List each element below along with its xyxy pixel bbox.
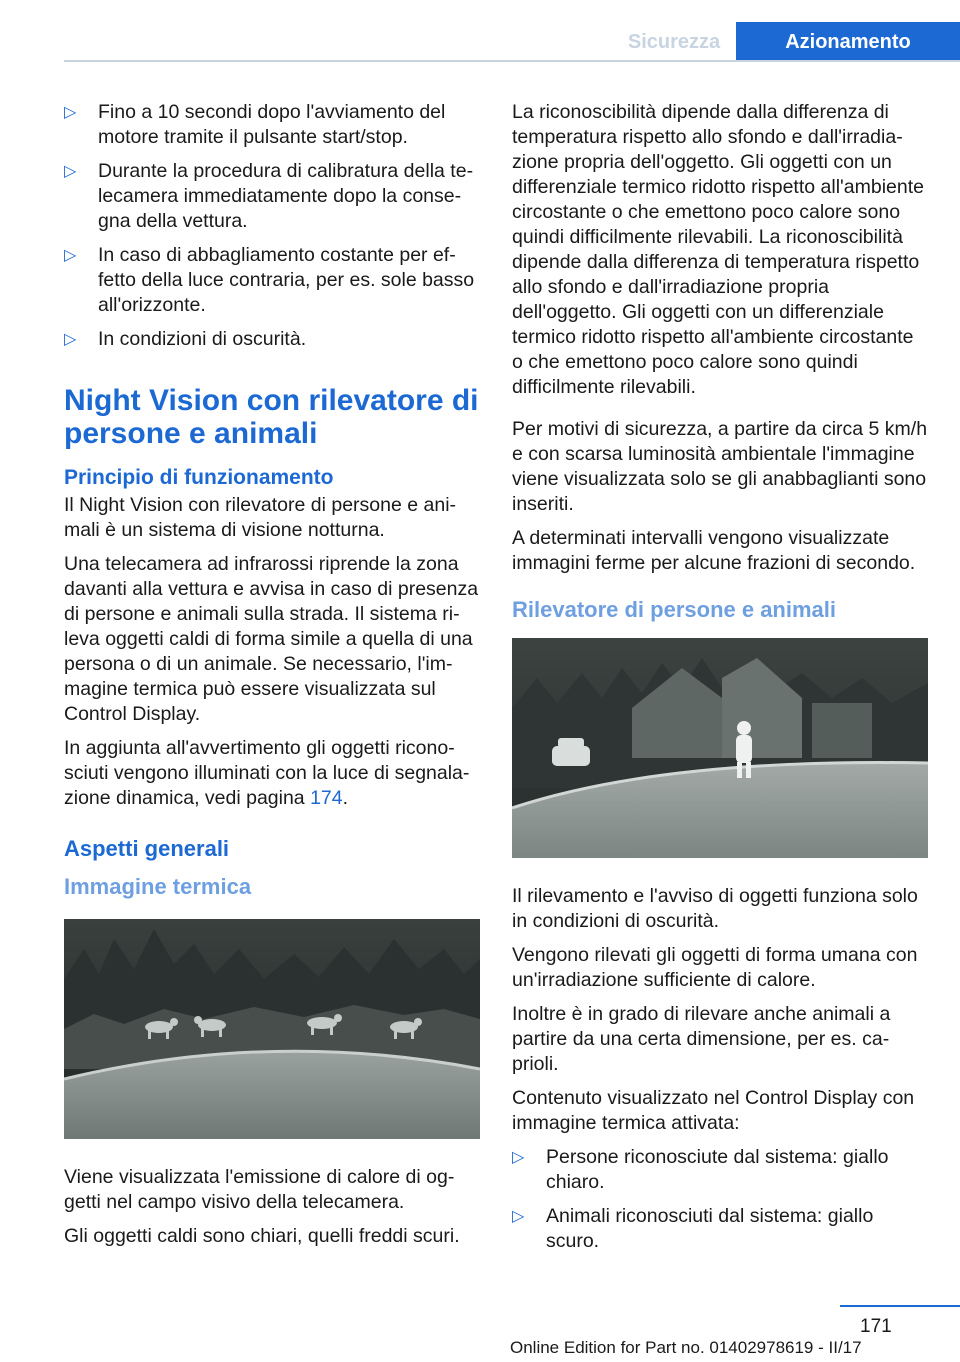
page-number: 171 — [860, 1316, 892, 1337]
footer-divider — [840, 1305, 960, 1307]
list-item: ▷ Animali riconosciuti dal sistema: giallo scuro. — [512, 1205, 874, 1252]
paragraph: In aggiunta all'avvertimento gli oggetti riconosciuti vengono illuminati con la luce di segnalazione dinamica, vedi pagina 174. — [64, 737, 470, 809]
list-item: ▷ Fino a 10 secondi dopo l'avviamento del motore tramite il pulsante start/stop. — [64, 101, 446, 148]
triangle-bullet-icon: ▷ — [64, 104, 77, 121]
list-item: ▷ Durante la procedura di calibratura della telecamera immediatamente dopo la consegna della vettura. — [64, 160, 474, 232]
thermal-image-animals — [64, 919, 480, 1139]
paragraph: Una telecamera ad infrarossi riprende la zona davanti alla vettura e avvisa in caso di presenza di persone e animali sulla strada. Il sistema rileva oggetti caldi di forma simile a quella di una persona o di un animale. Se necessario, l'immagine termica può essere visualizzata sul Control Display. — [64, 553, 479, 725]
section-title: Night Vision con rilevatore di persone e animali — [64, 384, 479, 450]
paragraph: Contenuto visualizzato nel Control Display con immagine termica attivata: — [512, 1087, 915, 1134]
left-column — [64, 100, 482, 1258]
general-heading: Aspetti generali — [64, 836, 230, 861]
header-divider — [64, 60, 960, 62]
paragraph: Il Night Vision con rilevatore di persone e animali è un sistema di visione notturna. — [64, 494, 457, 541]
detector-heading: Rilevatore di persone e animali — [512, 597, 837, 622]
paragraph: Gli oggetti caldi sono chiari, quelli freddi scuri. — [64, 1225, 460, 1247]
paragraph: Inoltre è in grado di rilevare anche animali a partire da una certa dimensione, per es. caprioli. — [512, 1003, 891, 1075]
edition-footer: Online Edition for Part no. 01402978619 - II/17 — [510, 1338, 862, 1357]
triangle-bullet-icon: ▷ — [64, 331, 77, 348]
list-item: ▷ Persone riconosciute dal sistema: giallo chiaro. — [512, 1146, 889, 1193]
paragraph: Per motivi di sicurezza, a partire da circa 5 km/h e con scarsa luminosità ambientale l'immagine viene visualizzata solo se gli anabbaglianti sono inseriti. — [512, 418, 928, 515]
page-link[interactable]: 174 — [310, 787, 343, 809]
list-item: ▷ In caso di abbagliamento costante per effetto della luce contraria, per es. sole basso all'orizzonte. — [64, 244, 475, 316]
triangle-bullet-icon: ▷ — [512, 1208, 525, 1225]
right-column — [512, 100, 928, 1264]
paragraph: Il rilevamento e l'avviso di oggetti funziona solo in condizioni di oscurità. — [512, 885, 918, 932]
paragraph: Viene visualizzata l'emissione di calore di oggetti nel campo visivo della telecamera. — [64, 1166, 455, 1213]
page-header — [0, 0, 960, 62]
thermal-heading: Immagine termica — [64, 874, 252, 899]
thermal-image-pedestrian — [512, 638, 928, 858]
paragraph: A determinati intervalli vengono visualizzate immagini ferme per alcune frazioni di secondo. — [512, 527, 916, 574]
triangle-bullet-icon: ▷ — [64, 163, 77, 180]
triangle-bullet-icon: ▷ — [512, 1149, 525, 1166]
paragraph: Vengono rilevati gli oggetti di forma umana con un'irradiazione sufficiente di calore. — [512, 944, 918, 991]
triangle-bullet-icon: ▷ — [64, 247, 77, 264]
paragraph: La riconoscibilità dipende dalla differenza di temperatura rispetto allo sfondo e dall'irradiazione propria dell'oggetto. Gli oggetti con un differenziale termico ridotto rispetto all'ambiente circostante o che emettono poco calore sono quindi difficilmente rilevabili. La riconoscibilità dipende dalla differenza di temperatura rispetto allo sfondo e dall'irradiazione propria dell'oggetto. Gli oggetti con un differenziale termico ridotto rispetto all'ambiente circostante o che emettono poco calore sono quindi difficilmente rilevabili. — [512, 101, 924, 398]
principle-heading: Principio di funzionamento — [64, 466, 334, 489]
list-item: ▷ In condizioni di oscurità. — [64, 328, 307, 350]
tab-sicurezza[interactable]: Sicurezza — [612, 22, 736, 62]
display-content-list — [512, 1145, 928, 1254]
tab-azionamento[interactable]: Azionamento — [736, 22, 960, 62]
conditions-list — [64, 100, 482, 352]
